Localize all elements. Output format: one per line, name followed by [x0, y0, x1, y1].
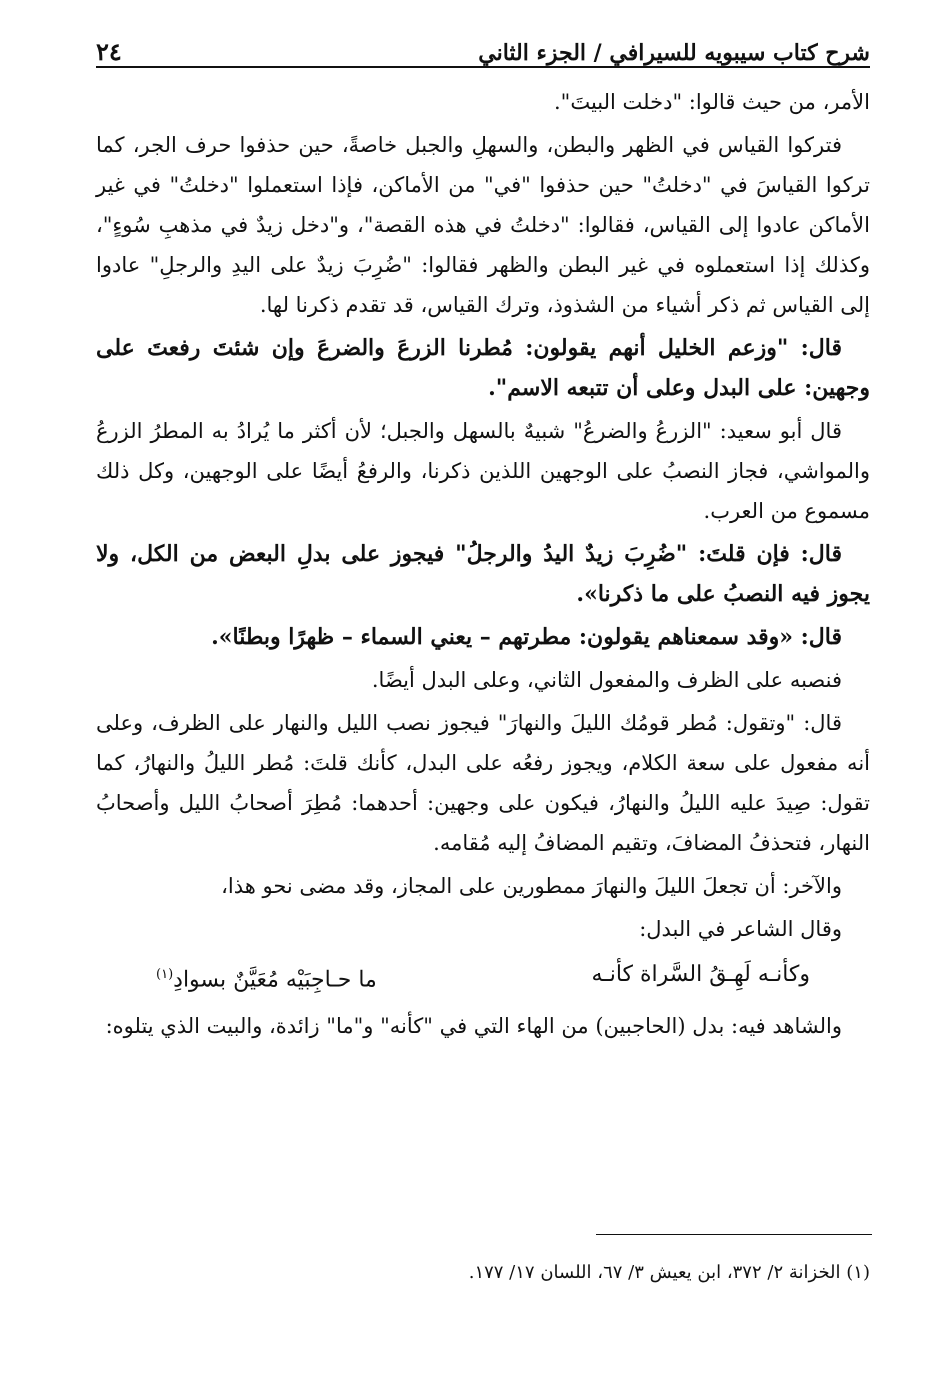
paragraph: فنصبه على الظرف والمفعول الثاني، وعلى البدل أيضًا. — [371, 668, 842, 692]
quoted-paragraph: قال: فإن قلتَ: "ضُرِبَ زيدٌ اليدُ والرجلُ" فيجوز على بدلِ البعض من الكل، ولا يجوز فيه النصبُ على ما ذكرنا». — [96, 541, 870, 607]
paragraph: والشاهد فيه: بدل (الحاجبين) من الهاء التي في "كأنه" و"ما" زائدة، والبيت الذي يتلوه: — [105, 1014, 842, 1039]
poetry-verse — [96, 953, 870, 1002]
verse-first-hemistich: وكأنـه لَهِـقُ السَّراة كأنـه — [591, 962, 810, 987]
page-number: ٢٤ — [96, 37, 122, 66]
footnote-marker: (١) — [156, 967, 174, 982]
footnote: (١) الخزانة ٢/ ٣٧٢، ابن يعيش ٣/ ٦٧، اللسان ١٧/ ١٧٧. — [468, 1262, 870, 1283]
paragraph: والآخر: أن تجعلَ الليلَ والنهارَ ممطورين على المجاز، وقد مضى نحو هذا، — [221, 874, 842, 898]
paragraph: قال: "وتقول: مُطر قومُك الليلَ والنهارَ" فيجوز نصب الليل والنهار على الظرف، وعلى أنه مفعول على سعة الكلام، ويجوز رفعُه على البدل، كأنك قلتَ: مُطر الليلُ والنهارُ، كما تقول: صِيدَ عليه الليلُ والنهارُ، فيكون على وجهين: أحدهما: مُطِرَ أصحابُ الليل وأصحابُ النهار، فتحذفُ المضافَ، وتقيم المضافُ إليه مُقامه. — [96, 711, 870, 855]
page-header — [96, 22, 870, 68]
paragraph: قال أبو سعيد: "الزرعُ والضرعُ" شبيهٌ بالسهل والجبل؛ لأن أكثر ما يُرادُ به المطرُ الزرعُ والمواشي، فجاز النصبُ على الوجهين اللذين ذكرنا، والرفعُ أيضًا على الوجهين، وكل ذلك مسموع من العرب. — [96, 419, 870, 523]
running-title: شرح كتاب سيبويه للسيرافي / الجزء الثاني — [478, 40, 870, 66]
verse-second-hemistich: ما حـاجِبَيْه مُعَيَّنٌ بسوادِ$^{(١)}$ — [156, 967, 377, 993]
paragraph: الأمر، من حيث قالوا: "دخلت البيتَ". — [554, 90, 870, 114]
paragraph: فتركوا القياس في الظهر والبطن، والسهلِ والجبل خاصةً، حين حذفوا حرف الجر، كما تركوا القياسَ في "دخلتُ" حين حذفوا "في" من الأماكن، فإذا استعملوا "دخلتُ" في غير الأماكن عادوا إلى القياس، فقالوا: "دخلتُ في هذه القصة"، و"دخل زيدٌ في مذهبِ سُوءٍ"، وكذلك إذا استعملوه في غير البطن والظهر فقالوا: "ضُرِبَ زيدٌ على اليدِ والرجلِ" عادوا إلى القياس ثم ذكر أشياء من الشذوذ، وترك القياس، قد تقدم ذكرنا لها. — [96, 133, 870, 317]
page-body — [96, 82, 870, 1046]
quoted-paragraph: قال: "وزعم الخليل أنهم يقولون: مُطرنا الزرعَ والضرعَ وإن شئتَ رفعتَ على وجهين: على البدل وعلى أن تتبعه الاسم". — [96, 335, 870, 401]
footnote-divider — [596, 1234, 872, 1235]
quoted-paragraph: قال: «وقد سمعناهم يقولون: مطرتهم – يعني السماء – ظهرًا وبطنًا». — [211, 624, 842, 650]
paragraph: وقال الشاعر في البدل: — [639, 917, 842, 941]
